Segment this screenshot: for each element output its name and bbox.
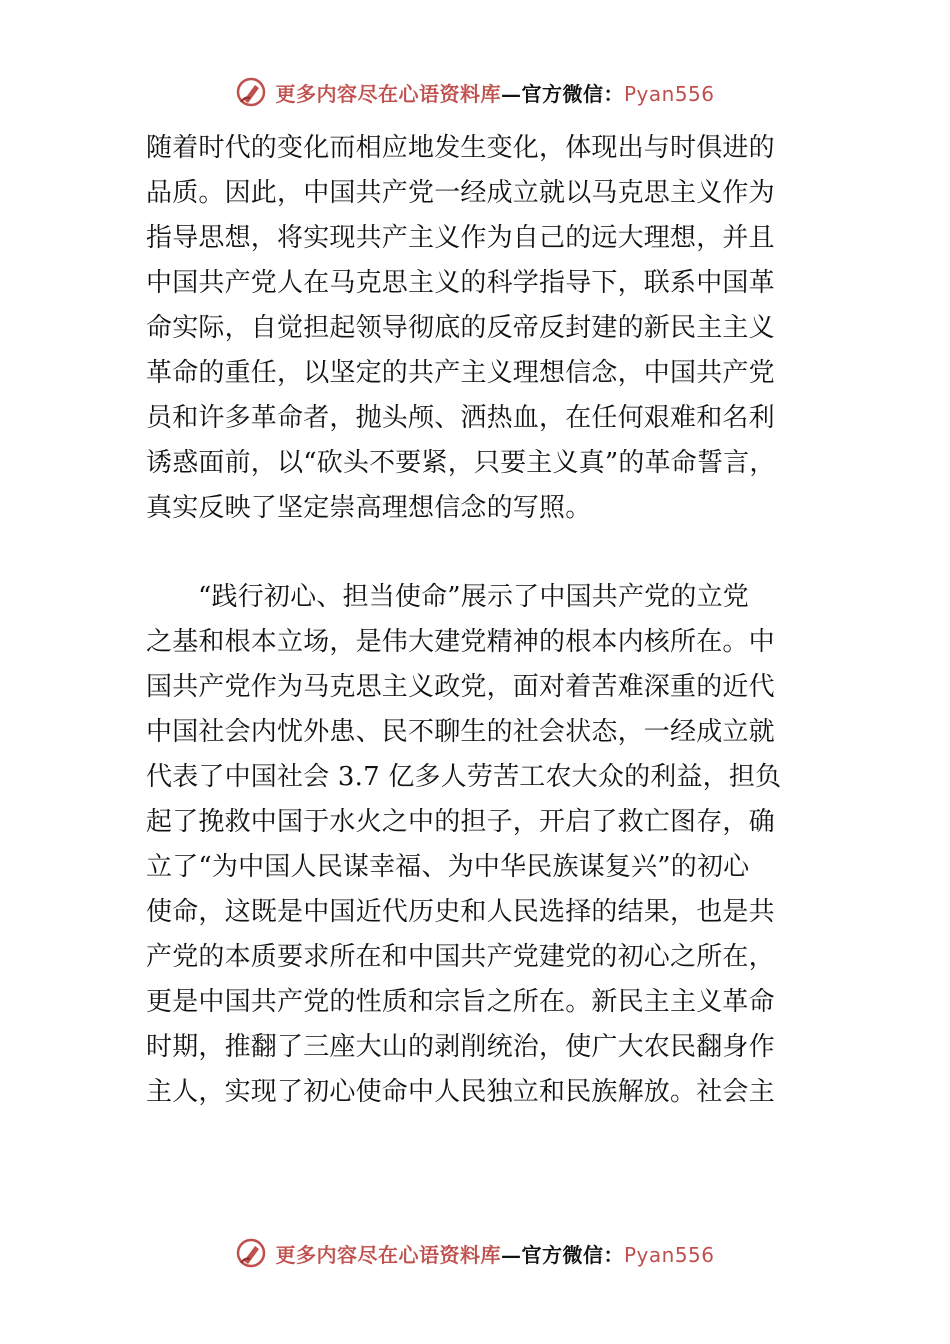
text-line: “践行初心、担当使命”展示了中国共产党的立党 bbox=[198, 582, 749, 612]
text-line: 使命，这既是中国近代历史和人民选择的结果，也是共 bbox=[146, 897, 775, 927]
document-body bbox=[146, 126, 806, 1115]
paragraph-1 bbox=[146, 126, 806, 531]
text-line: 国共产党作为马克思主义政党，面对着苦难深重的近代 bbox=[146, 672, 775, 702]
text-line: 诱惑面前，以“砍头不要紧，只要主义真”的革命誓言， bbox=[146, 448, 776, 478]
text-line: 品质。因此，中国共产党一经成立就以马克思主义作为 bbox=[146, 178, 775, 208]
text-line: 主人，实现了初心使命中人民独立和民族解放。社会主 bbox=[146, 1077, 775, 1107]
header-contact-id: Pyan556 bbox=[623, 81, 715, 106]
text-line: 中国共产党人在马克思主义的科学指导下，联系中国革 bbox=[146, 268, 775, 298]
text-line: 更是中国共产党的性质和宗旨之所在。新民主主义革命 bbox=[146, 987, 775, 1017]
text-line: 之基和根本立场，是伟大建党精神的根本内核所在。中 bbox=[146, 627, 775, 657]
text-line: 命实际，自觉担起领导彻底的反帝反封建的新民主主义 bbox=[146, 313, 775, 343]
text-line: 起了挽救中国于水火之中的担子，开启了救亡图存，确 bbox=[146, 807, 775, 837]
footer-banner bbox=[0, 1233, 950, 1273]
paragraph-spacer bbox=[146, 531, 806, 575]
text-line: 随着时代的变化而相应地发生变化，体现出与时俱进的 bbox=[146, 133, 775, 163]
footer-title: 更多内容尽在心语资料库 bbox=[275, 1242, 501, 1267]
text-line: 中国社会内忧外患、民不聊生的社会状态，一经成立就 bbox=[146, 717, 775, 747]
text-line: 真实反映了坚定崇高理想信念的写照。 bbox=[146, 493, 592, 523]
header-banner bbox=[0, 72, 950, 112]
text-line: 立了“为中国人民谋幸福、为中华民族谋复兴”的初心 bbox=[146, 852, 750, 882]
footer-dash: — bbox=[500, 1242, 522, 1267]
text-line: 产党的本质要求所在和中国共产党建党的初心之所在， bbox=[146, 942, 775, 972]
text-line: 员和许多革命者，抛头颅、洒热血，在任何艰难和名利 bbox=[146, 403, 775, 433]
text-line: 指导思想，将实现共产主义作为自己的远大理想，并且 bbox=[146, 223, 775, 253]
text-line: 时期，推翻了三座大山的剥削统治，使广大农民翻身作 bbox=[146, 1032, 775, 1062]
text-line: 代表了中国社会 3.7 亿多人劳苦工农大众的利益，担负 bbox=[146, 762, 782, 792]
pen-nib-logo-icon bbox=[235, 76, 267, 108]
footer-contact-label: 官方微信： bbox=[521, 1242, 624, 1267]
header-text bbox=[275, 78, 714, 107]
text-line: 革命的重任，以坚定的共产主义理想信念，中国共产党 bbox=[146, 358, 775, 388]
pen-nib-logo-icon bbox=[235, 1237, 267, 1269]
header-title: 更多内容尽在心语资料库 bbox=[275, 81, 501, 106]
header-contact-label: 官方微信： bbox=[521, 81, 624, 106]
footer-contact-id: Pyan556 bbox=[623, 1242, 715, 1267]
footer-text bbox=[275, 1239, 714, 1268]
header-dash: — bbox=[500, 81, 522, 106]
paragraph-2 bbox=[146, 575, 806, 1115]
